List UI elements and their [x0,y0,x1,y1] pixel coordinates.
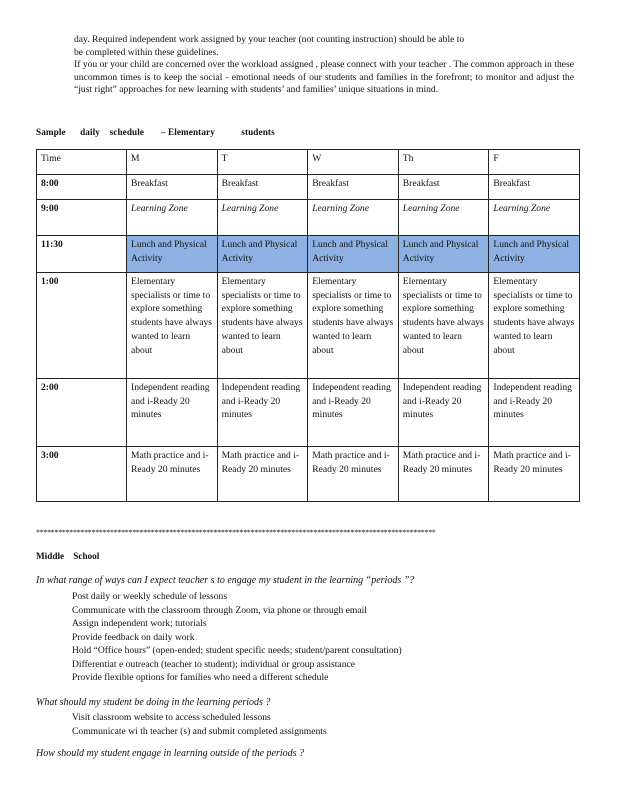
activity-cell: Independent reading and i-Ready 20 minutes [489,379,580,447]
activity-cell: Learning Zone [217,200,308,236]
header-day: W [308,150,399,175]
time-cell: 3:00 [37,447,127,502]
table-row [37,273,580,379]
activity-cell: Learning Zone [489,200,580,236]
time-cell: 8:00 [37,175,127,200]
activity-cell: Breakfast [127,175,218,200]
activity-cell: Learning Zone [127,200,218,236]
activity-cell: Elementary specialists or time to explore something students have always wanted to learn about [489,273,580,379]
header-day: M [127,150,218,175]
title-word: students [241,127,275,137]
question-doing: What should my student be doing in the learning periods ? [36,697,271,708]
intro-line: day. Required independent work assigned by your teacher (not counting instruction) should be able to [74,34,465,45]
activity-cell: Lunch and Physical Activity [489,236,580,273]
table-row [37,200,580,236]
activity-cell: Math practice and i-Ready 20 minutes [308,447,399,502]
title-word: schedule [109,127,145,137]
table-row [37,379,580,447]
title-word: – Elementary [160,127,215,137]
activity-cell: Independent reading and i-Ready 20 minutes [217,379,308,447]
question-engage: In what range of ways can I expect teacher s to engage my student in the learning “periods ”? [36,575,415,586]
activity-cell: Learning Zone [308,200,399,236]
activity-cell: Lunch and Physical Activity [127,236,218,273]
activity-cell: Lunch and Physical Activity [217,236,308,273]
activity-cell: Breakfast [489,175,580,200]
engage-list [52,590,402,685]
doing-list [52,711,327,738]
activity-cell: Elementary specialists or time to explore something students have always wanted to learn about [308,273,399,379]
activity-cell: Breakfast [217,175,308,200]
section-separator: ************************************************************************************************************ [36,528,436,537]
activity-cell: Elementary specialists or time to explore something students have always wanted to learn about [127,273,218,379]
list-item: Visit classroom website to access scheduled lessons [72,712,271,723]
activity-cell: Lunch and Physical Activity [308,236,399,273]
activity-cell: Math practice and i-Ready 20 minutes [127,447,218,502]
list-item: Communicate wi th teacher (s) and submit completed assignments [72,725,327,737]
time-cell: 2:00 [37,379,127,447]
table-row [37,447,580,502]
workload-text: If you or your child are concerned over the workload assigned , please connect with your teacher . The common approach in these uncommon times is to keep the social - emotional needs of our students and families in the forefront; to monitor and adjust the “just right” approaches for new learning with students’ and families’ unique situations in mind. [74,59,574,95]
activity-cell: Math practice and i-Ready 20 minutes [398,447,489,502]
schedule-title [36,127,275,137]
table-row [37,236,580,273]
list-item: Post daily or weekly schedule of lessons [72,591,228,602]
workload-bullet [74,59,574,97]
header-day: T [217,150,308,175]
activity-cell: Independent reading and i-Ready 20 minutes [127,379,218,447]
title-word: daily [80,127,100,137]
activity-cell: Lunch and Physical Activity [398,236,489,273]
intro-line: be completed within these guidelines. [74,46,219,58]
activity-cell: Breakfast [398,175,489,200]
list-item: Provide flexible options for families who need a different schedule [72,672,329,683]
time-cell: 1:00 [37,273,127,379]
list-item: Assign independent work; tutorials [72,618,207,629]
time-cell: 9:00 [37,200,127,236]
activity-cell: Breakfast [308,175,399,200]
list-item: Differentiat e outreach (teacher to student); individual or group assistance [72,658,356,670]
header-time: Time [37,150,127,175]
middle-school-title: Middle School [36,551,100,561]
intro-section [74,34,574,97]
activity-cell: Independent reading and i-Ready 20 minutes [308,379,399,447]
schedule-table [36,149,580,502]
table-row [37,175,580,200]
header-day: Th [398,150,489,175]
table-header-row [37,150,580,175]
activity-cell: Elementary specialists or time to explore something students have always wanted to learn about [217,273,308,379]
activity-cell: Independent reading and i-Ready 20 minutes [398,379,489,447]
list-item: Provide feedback on daily work [72,631,195,643]
activity-cell: Elementary specialists or time to explore something students have always wanted to learn about [398,273,489,379]
title-word: Sample [36,127,66,137]
activity-cell: Math practice and i-Ready 20 minutes [489,447,580,502]
question-outside: How should my student engage in learning outside of the periods ? [36,748,305,759]
list-item: Hold “Office hours” (open-ended; student specific needs; student/parent consultation) [72,645,402,656]
activity-cell: Math practice and i-Ready 20 minutes [217,447,308,502]
activity-cell: Learning Zone [398,200,489,236]
time-cell: 11:30 [37,236,127,273]
header-day: F [489,150,580,175]
list-item: Communicate with the classroom through Zoom, via phone or through email [72,604,367,616]
